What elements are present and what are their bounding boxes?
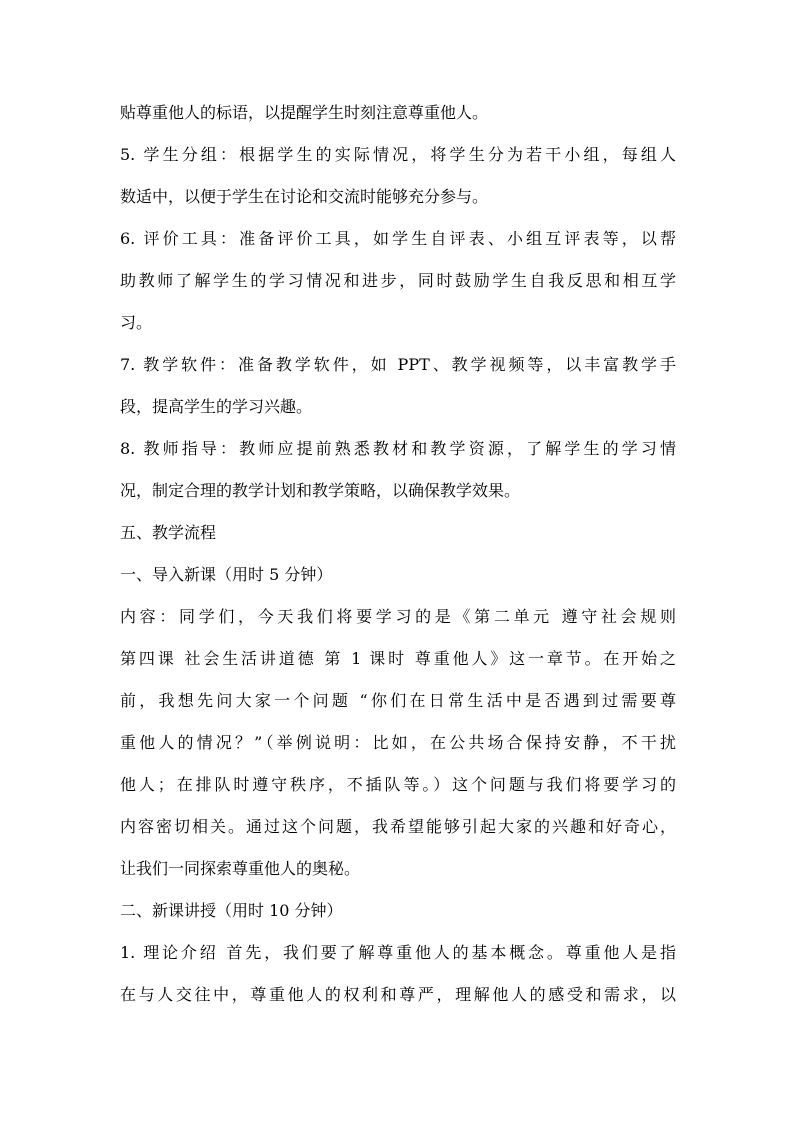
text-line: 1. 理论介绍 首先，我们要了解尊重他人的基本概念。尊重他人是指 — [120, 943, 676, 962]
text-line: 内容密切相关。通过这个问题，我希望能够引起大家的兴趣和好奇心， — [120, 817, 676, 836]
text-line: 内容：同学们，今天我们将要学习的是《第二单元 遵守社会规则 — [120, 607, 676, 626]
section-heading: 五、教学流程 — [120, 523, 217, 542]
text-line: 重他人的情况？”（举例说明：比如，在公共场合保持安静，不干扰 — [120, 733, 676, 752]
text-line: 8. 教师指导：教师应提前熟悉教材和教学资源，了解学生的学习情 — [120, 439, 676, 458]
text-line: 况，制定合理的教学计划和教学策略，以确保教学效果。 — [120, 481, 521, 500]
section-heading: 一、导入新课（用时 5 分钟） — [120, 565, 333, 584]
text-line: 助教师了解学生的学习情况和进步，同时鼓励学生自我反思和相互学 — [120, 271, 676, 290]
text-line: 贴尊重他人的标语，以提醒学生时刻注意尊重他人。 — [120, 103, 489, 122]
section-heading: 二、新课讲授（用时 10 分钟） — [120, 901, 343, 920]
text-line: 数适中，以便于学生在讨论和交流时能够充分参与。 — [120, 187, 489, 206]
text-line: 习。 — [120, 313, 153, 332]
text-line: 第四课 社会生活讲道德 第 1 课时 尊重他人》这一章节。在开始之 — [120, 649, 676, 668]
text-line: 6. 评价工具：准备评价工具，如学生自评表、小组互评表等，以帮 — [120, 229, 676, 248]
document-body — [120, 101, 676, 1025]
text-line: 7. 教学软件：准备教学软件，如 PPT、教学视频等，以丰富教学手 — [120, 355, 676, 374]
text-line: 让我们一同探索尊重他人的奥秘。 — [120, 859, 361, 878]
text-line: 在与人交往中，尊重他人的权利和尊严，理解他人的感受和需求，以 — [120, 985, 676, 1004]
text-line: 段，提高学生的学习兴趣。 — [120, 397, 313, 416]
text-line: 前，我想先问大家一个问题 “你们在日常生活中是否遇到过需要尊 — [120, 691, 676, 710]
text-line: 5. 学生分组：根据学生的实际情况，将学生分为若干小组，每组人 — [120, 145, 676, 164]
text-line: 他人；在排队时遵守秩序，不插队等。）这个问题与我们将要学习的 — [120, 775, 676, 794]
